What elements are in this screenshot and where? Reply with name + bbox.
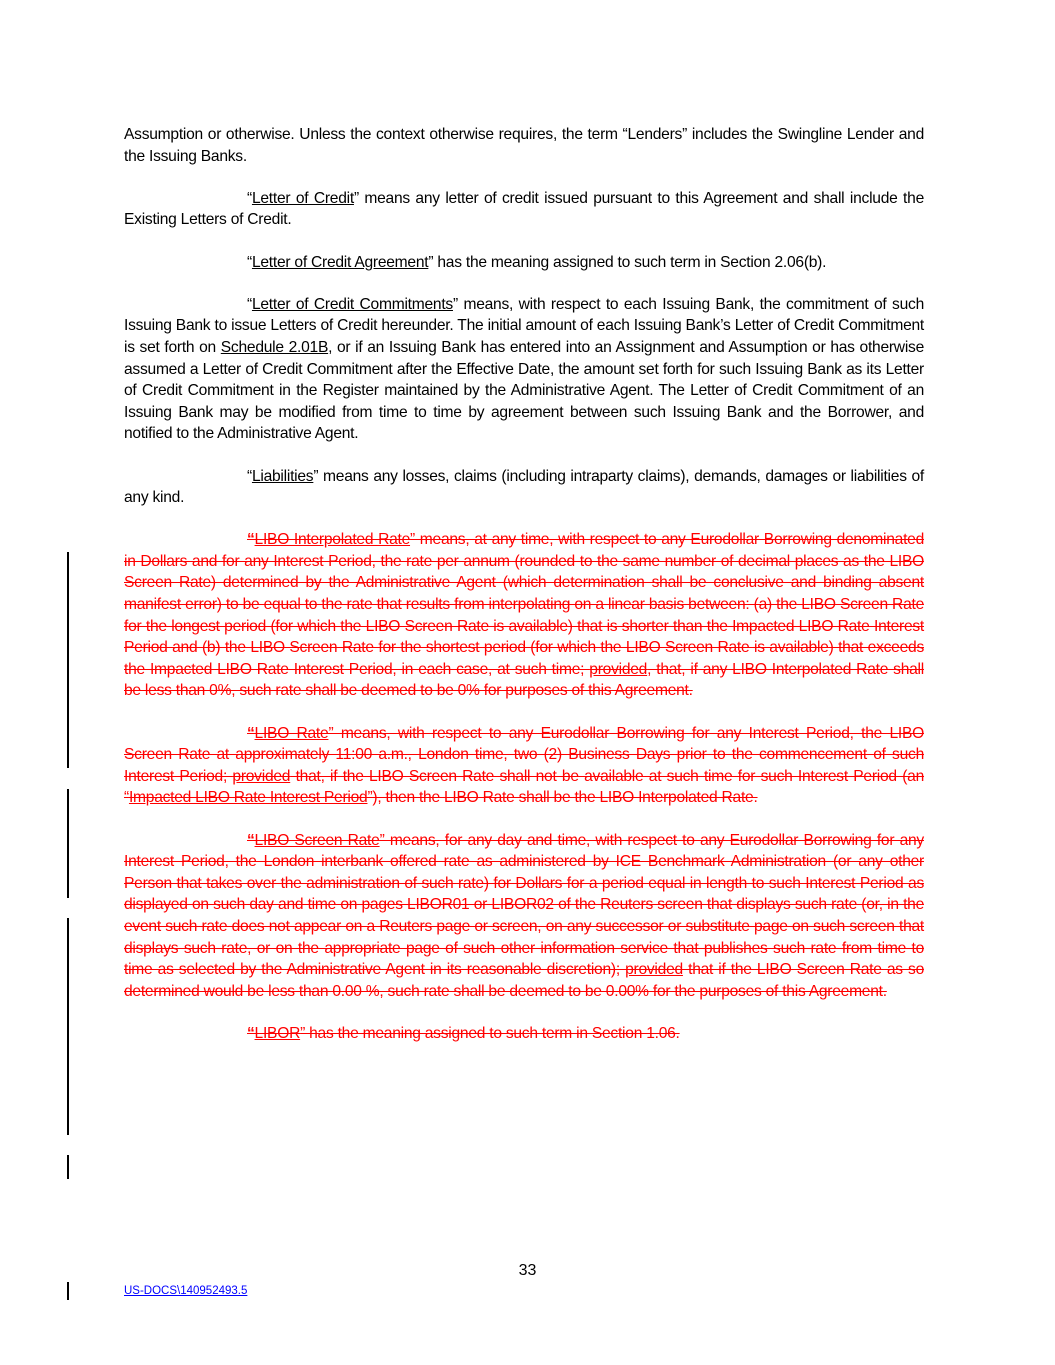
open-quote: “ (247, 189, 252, 207)
change-bar (67, 552, 69, 768)
defined-term: Letter of Credit Agreement (251, 253, 429, 271)
provided-term: provided (589, 660, 648, 678)
page-number: 33 (518, 1262, 537, 1279)
change-bar (67, 789, 69, 898)
definition-text: that, if the LIBO Screen Rate shall not be available at such time for such Interest Period (an “ (124, 767, 924, 807)
document-body (124, 124, 924, 1065)
defined-term: Letter of Credit (251, 189, 354, 207)
definition-text: ” means, with respect to each Issuing Bank, the commitment of such Issuing Bank to issue Letters of Credit hereunder. The initial amount of each Issuing Bank’s Letter of Credit Commitment is set forth on (124, 295, 924, 356)
change-bar (67, 1282, 69, 1300)
definition-letter-of-credit-agreement (124, 252, 924, 274)
open-quote: “ (247, 1024, 255, 1042)
deleted-definition-libo-interpolated-rate (124, 529, 924, 702)
definition-text: ”), then the LIBO Rate shall be the LIBO Interpolated Rate. (367, 789, 758, 807)
open-quote: “ (247, 467, 252, 485)
definition-liabilities (124, 466, 924, 509)
defined-term: LIBO Interpolated Rate (254, 531, 411, 549)
impacted-term: Impacted LIBO Rate Interest Period (128, 789, 368, 807)
definition-text: that if the LIBO Screen Rate as so determined would be less than 0.00 %, such rate shall be deemed to be 0.00% for the purposes of this Agreement. (124, 961, 924, 1000)
deleted-definition-libo-rate (124, 723, 924, 809)
definition-text: ” means, for any day and time, with respect to any Eurodollar Borrowing for any Interest Period, the London interbank offered rate as administered by ICE Benchmark Administration (or any other Person that takes over the administration of such rate) for Dollars for a period equal in length to such Interest Period as displayed on such day and time on pages LIBOR01 or LIBOR02 of the Reuters screen that displays such rate (or, in the event such rate does not appear on a Reuters page or screen, on any successor or substitute page on such screen that displays such rate, or on the appropriate page of such other information service that publishes such rate from time to time as selected by the Administrative Agent in its reasonable discretion); (124, 831, 924, 979)
deleted-definition-libor (124, 1023, 924, 1045)
definition-text: , or if an Issuing Bank has entered into an Assignment and Assumption or has otherwise assumed a Letter of Credit Commitment after the Effective Date, the amount set forth for such Issuing Bank as its Letter of Credit Commitment in the Register maintained by the Administrative Agent. The Letter of Credit Commitment of an Issuing Bank may be modified from time to time by agreement between such Issuing Bank and the Borrower, and notified to the Administrative Agent. (124, 338, 925, 443)
definition-text: ” means, with respect to any Eurodollar Borrowing for any Interest Period, the LIBO Screen Rate at approximately 11:00 a.m., London time, two (2) Business Days prior to the commencement of such Interest Period; (124, 724, 924, 785)
provided-term: provided (625, 961, 683, 979)
deleted-definition-libo-screen-rate (124, 830, 924, 1003)
document-id-link[interactable]: US-DOCS\140952493.5 (124, 1285, 248, 1297)
change-bar (67, 1155, 69, 1179)
definition-letter-of-credit (124, 188, 924, 231)
definition-text: ” has the meaning assigned to such term in Section 2.06(b). (428, 253, 827, 271)
definition-text: ” means, at any time, with respect to any Eurodollar Borrowing denominated in Dollars and for any Interest Period, the rate per annum (rounded to the same number of decimal places as the LIBO Screen Rate) determined by the Administrative Agent (which determination shall be conclusive and binding absent manifest error) to be equal to the rate that results from interpolating on a linear basis between: (a) the LIBO Screen Rate for the longest period (for which the LIBO Screen Rate is available) that is shorter than the Impacted LIBO Rate Interest Period and (b) the LIBO Screen Rate for the shortest period (for which the LIBO Screen Rate is available) that exceeds the Impacted LIBO Rate Interest Period, in each case, at such time; (124, 531, 924, 678)
open-quote: “ (247, 295, 252, 313)
open-quote: “ (247, 531, 255, 549)
definition-text: ” has the meaning assigned to such term in Section 1.06. (300, 1024, 680, 1042)
change-bar (67, 918, 69, 1135)
schedule-reference: Schedule 2.01B (220, 338, 329, 356)
definition-letter-of-credit-commitments (124, 294, 924, 445)
defined-term: LIBO Rate (254, 724, 329, 742)
open-quote: “ (247, 253, 252, 271)
provided-term: provided (232, 767, 291, 785)
defined-term: LIBOR (254, 1024, 301, 1042)
paragraph-text: Assumption or otherwise. Unless the context otherwise requires, the term “Lenders” includes the Swingline Lender and the Issuing Banks. (124, 126, 924, 165)
paragraph-lenders-continuation (124, 124, 924, 167)
defined-term: Liabilities (251, 467, 314, 485)
definition-text: ” means any losses, claims (including intraparty claims), demands, damages or liabilities of any kind. (124, 467, 924, 507)
defined-term: Letter of Credit Commitments (251, 295, 453, 313)
open-quote: “ (247, 831, 255, 849)
definition-text: ” means any letter of credit issued pursuant to this Agreement and shall include the Existing Letters of Credit. (124, 189, 924, 229)
open-quote: “ (247, 724, 255, 742)
definition-text: , that, if any LIBO Interpolated Rate shall be less than 0%, such rate shall be deemed to be 0% for purposes of this Agreement. (124, 660, 924, 700)
defined-term: LIBO Screen Rate (254, 831, 380, 849)
